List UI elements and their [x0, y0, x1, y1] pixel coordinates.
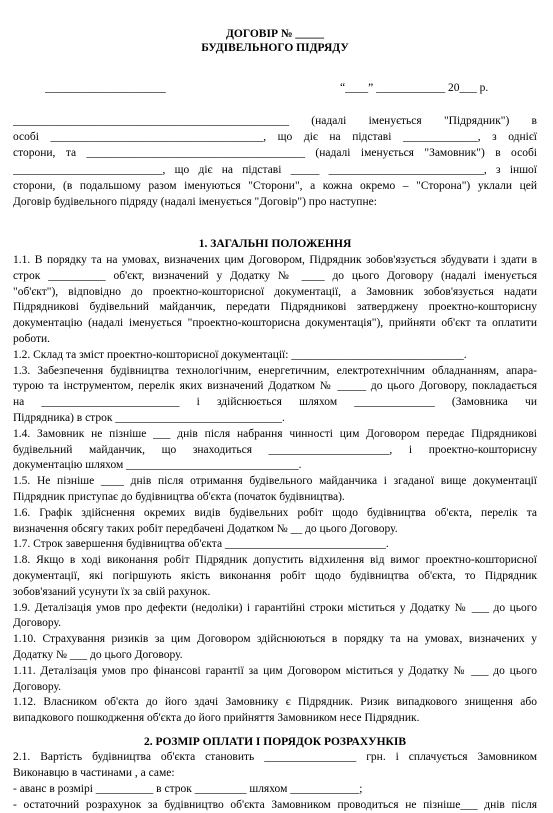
text-line: 1.2. Склад та зміст проектно-кошторисної документації: ______________________________. [13, 348, 467, 361]
date-line: “____” ____________ 20___ р. [340, 82, 489, 94]
text-line: визначення обсягу таких робіт передбачені Додатком № __ до цього Договору. [13, 522, 398, 535]
text-line: 1.4. Замовник не пізніше ___ днів після набрання чинності цим Договором передає Підрядникові [13, 427, 537, 440]
text-line: 1.9. Деталізація умов про дефекти (недоліки) і гарантійні строки міститься у Додатку № ___ до цього [13, 601, 537, 614]
text-line: 1.8. Якщо в ході виконання робіт Підрядник допустить відхилення від вимог проектно-кошторисної [13, 554, 537, 567]
document-title: ДОГОВІР № _____ [225, 28, 325, 40]
text-line: документацію шляхом ______________________________. [13, 459, 302, 472]
place-line: _____________________ [45, 82, 166, 94]
text-line: сторони, (в подальшому разом іменуються "Сторони", а кожна окремо – "Сторона") уклали цей [13, 179, 537, 192]
text-line: - остаточний розрахунок за будівництво об'єкта Замовником проводиться не пізніше___ днів після [13, 799, 537, 811]
text-line: Договору. [13, 617, 61, 630]
text-line: 1.10. Страхування ризиків за цим Договором здійснюються в порядку та на умовах, визначених у [13, 633, 537, 646]
text-line: 1.5. Не пізніше ____ днів після отримання будівельного майданчика і згаданої вище документації [13, 475, 537, 488]
text-line: 1.1. В порядку та на умовах, визначених цим Договором, Підрядник зобов'язується збудувати і здати в [13, 254, 537, 266]
text-line: будівельний майданчик, що знаходиться _____________________, і проектно-кошторисну [13, 443, 537, 456]
text-line: Виконавцю в частинами , а саме: [13, 767, 175, 779]
text-line: 2.1. Вартість будівництва об'єкта становить ________________ грн. і сплачується Замовником [13, 751, 537, 763]
text-line: турою та інструментом, перелік яких визначений Додатком № _____ до цього Договору, покладається [13, 380, 537, 393]
text-line: строк __________ об'єкт, визначений у Додатку № ____ до цього Договору (надалі іменується [13, 269, 537, 282]
text-line: 1.11. Деталізація умов про фінансові гарантії за цим Договором міститься у Додатку № ___ до цього [13, 664, 537, 677]
document-subtitle: БУДІВЕЛЬНОГО ПІДРЯДУ [201, 42, 349, 54]
text-line: Підрядникові будівельний майданчик, передати Підрядникові затверджену проектно-кошторисну [13, 301, 537, 314]
text-line: Підрядник приступає до будівництва об'єкта (початок будівництва). [13, 491, 345, 503]
text-line: сторони, та ______________________________________ (надалі іменується "Замовник") в особі [13, 147, 537, 160]
text-line: роботи. [13, 333, 51, 345]
text-line: __________________________, що діє на підставі _____ ___________________________, з іншої [13, 163, 537, 176]
text-line: документацію (надалі іменується "проектно-кошторисна документація"), прийняти об'єкт та оплатити [13, 317, 537, 330]
text-line: 1.6. Графік здійснення окремих видів будівельних робіт щодо будівництва об'єкта, перелік та [13, 506, 537, 519]
text-line: Додатку № ___ до цього Договору. [13, 649, 183, 661]
text-line: 1.3. Забезпечення будівництва технологічним, енергетичним, електротехнічним обладнанням, апара- [13, 364, 537, 377]
text-line: документації, які погіршують якість виконання робіт щодо будівництва об'єкта, то Підрядник [13, 570, 537, 582]
text-line: "об'єкт"), відповідно до проектно-кошторисної документації, а Замовник зобов'язується надати [13, 285, 537, 298]
text-line: на ________________________ і здійснюється шляхом ______________ (Замовника чи [13, 396, 537, 409]
text-line: Підрядника) в строк _____________________________. [13, 412, 285, 424]
text-line: Договір будівельного підряду (надалі іменується "Договір") про наступне: [13, 196, 377, 208]
text-line: особі _____________________________________, що діє на підставі _____________, з однієї [13, 131, 537, 144]
section-2-heading: 2. РОЗМІР ОПЛАТИ І ПОРЯДОК РОЗРАХУНКІВ [143, 736, 407, 748]
section-1-heading: 1. ЗАГАЛЬНІ ПОЛОЖЕННЯ [198, 238, 352, 250]
text-line: ________________________________________________ (надалі іменується "Підрядник") в [13, 115, 537, 127]
text-line: Договору. [13, 680, 61, 693]
text-line: випадкового пошкодження об'єкта до його прийняття Замовником несе Підрядник. [13, 712, 420, 725]
text-line: 1.12. Власником об'єкта до його здачі Замовнику є Підрядник. Ризик випадкового знищення або [13, 696, 537, 709]
text-line: зобов'язаний усунути їх за свій рахунок. [13, 585, 211, 598]
text-line: 1.7. Строк завершення будівництва об'єкта ____________________________. [13, 538, 389, 551]
text-line: - аванс в розмірі __________ в строк _________ шляхом ____________; [13, 783, 363, 795]
